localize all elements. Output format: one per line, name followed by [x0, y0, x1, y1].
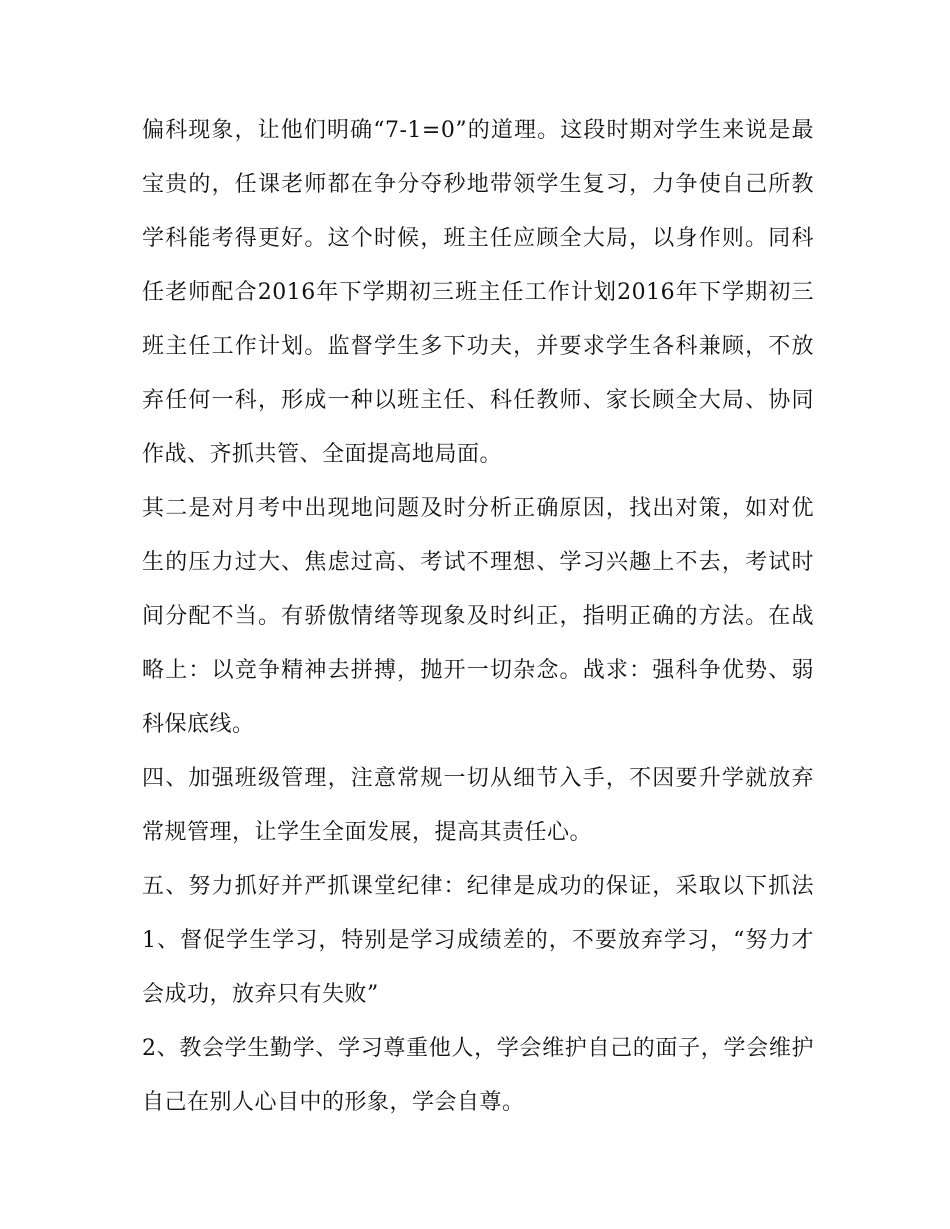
- paragraph-3: 四、加强班级管理，注意常规一切从细节入手，不因要升学就放弃常规管理，让学生全面发展，提高其责任心。: [142, 766, 814, 845]
- paragraph-5: 2、教会学生勤学、学习尊重他人，学会维护自己的面子，学会维护自己在别人心目中的形象，学会自尊。: [142, 1036, 814, 1115]
- paragraph-1: 偏科现象，让他们明确“7-1=0”的道理。这段时期对学生来说是最宝贵的，任课老师都在争分夺秒地带领学生复习，力争使自己所教学科能考得更好。这个时候，班主任应顾全大局，以身作则。同科任老师配合2016年下学期初三班主任工作计划2016年下学期初三班主任工作计划。监督学生多下功夫，并要求学生各科兼顾，不放弃任何一科，形成一种以班主任、科任教师、家长顾全大局、协同作战、齐抓共管、全面提高地局面。: [142, 118, 814, 467]
- document-body: [142, 104, 814, 1130]
- paragraph-4: 五、努力抓好并严抓课堂纪律：纪律是成功的保证，采取以下抓法1、督促学生学习，特别是学习成绩差的，不要放弃学习，“努力才会成功，放弃只有失败”: [142, 874, 814, 1007]
- paragraph-2: 其二是对月考中出现地问题及时分析正确原因，找出对策，如对优生的压力过大、焦虑过高、考试不理想、学习兴趣上不去，考试时间分配不当。有骄傲情绪等现象及时纠正，指明正确的方法。在战略上：以竞争精神去拼搏，抛开一切杂念。战求：强科争优势、弱科保底线。: [142, 496, 814, 737]
